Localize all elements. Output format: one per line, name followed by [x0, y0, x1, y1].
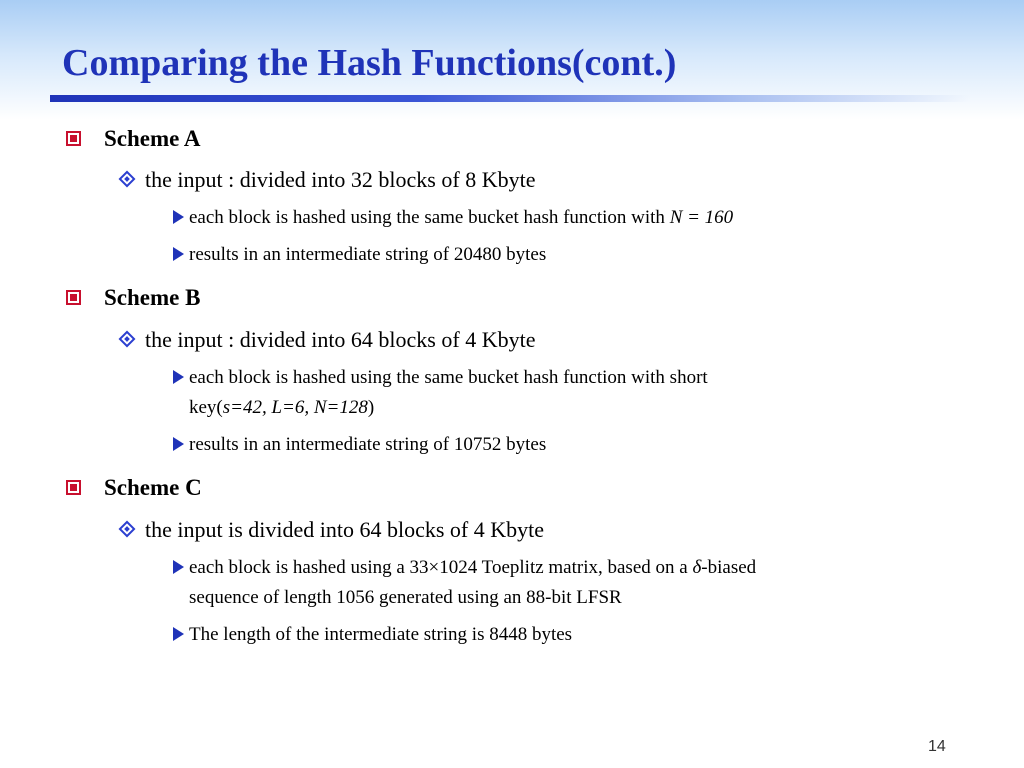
scheme-b-input-text: the input : divided into 64 blocks of 4 Kbyte [145, 327, 536, 352]
scheme-a-input-text: the input : divided into 32 blocks of 8 Kbyte [145, 167, 536, 192]
scheme-a-detail-1-pre: each block is hashed using the same bucket hash function with [189, 207, 670, 228]
scheme-c-input-text: the input is divided into 64 blocks of 4 Kbyte [145, 517, 545, 542]
triangle-bullet-icon [173, 210, 184, 224]
scheme-a-detail-2-text: results in an intermediate string of 20480 bytes [189, 244, 547, 265]
title-underline [50, 95, 970, 102]
scheme-c-detail-1-line-1 [189, 558, 756, 577]
scheme-a-heading: Scheme A [104, 126, 201, 151]
scheme-a-detail-1-param: N = 160 [669, 207, 734, 228]
triangle-bullet-icon [173, 437, 184, 451]
square-bullet-icon [66, 480, 81, 495]
square-bullet-icon [66, 290, 81, 305]
scheme-c-detail-1-pre: each block is hashed using a 33×1024 Toeplitz matrix, based on a [189, 557, 693, 578]
triangle-bullet-icon [173, 247, 184, 261]
scheme-c-heading: Scheme C [104, 475, 202, 500]
scheme-b-detail-1-line-1: each block is hashed using the same bucket hash function with short [189, 367, 708, 388]
scheme-b-detail-1-params: s=42, L=6, N=128 [222, 397, 368, 418]
scheme-c-detail-2-text: The length of the intermediate string is 8448 bytes [189, 624, 573, 645]
scheme-b-heading: Scheme B [104, 285, 201, 310]
scheme-b-detail-1-pre: key( [189, 397, 223, 418]
slide-title: Comparing the Hash Functions(cont.) [62, 42, 677, 84]
scheme-c-detail-1-line-2: sequence of length 1056 generated using an 88-bit LFSR [189, 587, 622, 608]
scheme-b-detail-2-text: results in an intermediate string of 10752 bytes [189, 434, 547, 455]
scheme-b-detail-1-post: ) [367, 397, 375, 418]
scheme-b-detail-1-line-2 [189, 398, 374, 417]
triangle-bullet-icon [173, 627, 184, 641]
triangle-bullet-icon [173, 560, 184, 574]
delta-symbol: δ [692, 557, 702, 578]
triangle-bullet-icon [173, 370, 184, 384]
square-bullet-icon [66, 131, 81, 146]
page-number: 14 [928, 738, 946, 755]
scheme-c-detail-1-post: -biased [701, 557, 757, 578]
scheme-a-detail-1-text [189, 208, 733, 227]
